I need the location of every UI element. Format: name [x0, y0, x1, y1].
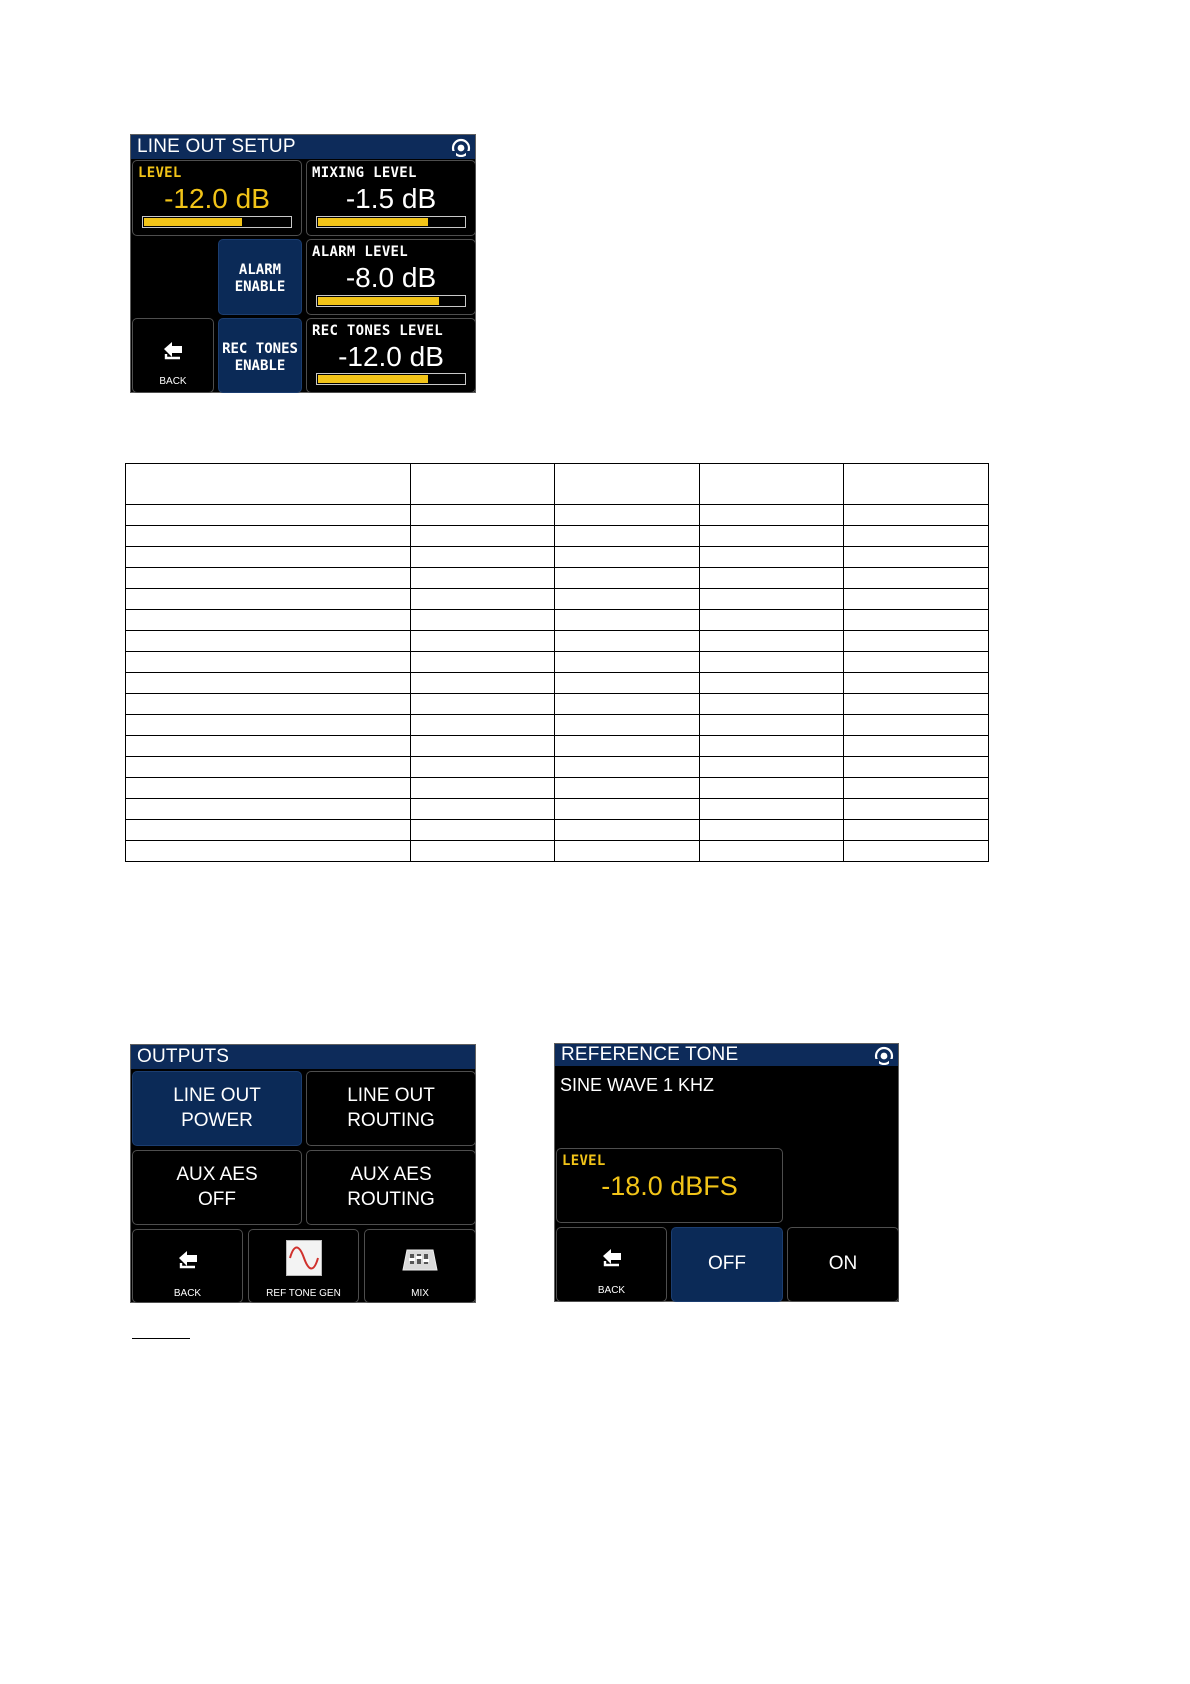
back-label: BACK	[159, 376, 187, 387]
table-cell	[126, 673, 411, 694]
aux-aes-off-button[interactable]	[132, 1150, 302, 1225]
table-row	[126, 841, 989, 862]
mixing-level-label: MIXING LEVEL	[312, 165, 417, 181]
table-cell	[411, 799, 555, 820]
table-cell	[411, 694, 555, 715]
table-cell	[555, 505, 700, 526]
table-cell	[555, 736, 700, 757]
table-row	[126, 631, 989, 652]
table-cell	[411, 505, 555, 526]
table-cell	[126, 778, 411, 799]
reference-tone-screen	[554, 1043, 899, 1302]
table-cell	[844, 568, 989, 589]
mix-label: MIX	[411, 1288, 429, 1299]
table-row	[126, 547, 989, 568]
tone-on-label: ON	[828, 1253, 858, 1274]
reference-tone-subtitle: SINE WAVE 1 KHZ	[560, 1075, 715, 1095]
table-cell	[700, 652, 844, 673]
line-out-setup-title: LINE OUT SETUP	[137, 136, 296, 157]
table-cell	[700, 505, 844, 526]
rec-tones-level-label: REC TONES LEVEL	[312, 323, 443, 339]
outputs-title: OUTPUTS	[137, 1046, 230, 1067]
line-out-routing-button[interactable]	[306, 1071, 476, 1146]
table-cell	[555, 673, 700, 694]
table-row	[126, 715, 989, 736]
table-cell	[844, 505, 989, 526]
mixing-level-bar	[316, 216, 466, 228]
table-cell	[411, 464, 555, 505]
table-cell	[700, 778, 844, 799]
table-cell	[555, 652, 700, 673]
table-cell	[555, 568, 700, 589]
table-cell	[555, 820, 700, 841]
table-cell	[844, 526, 989, 547]
table-cell	[411, 610, 555, 631]
table-cell	[411, 757, 555, 778]
table-cell	[700, 526, 844, 547]
mixing-level-bar-fill	[318, 218, 428, 226]
table-cell	[555, 610, 700, 631]
table-cell	[844, 799, 989, 820]
level-tile[interactable]	[132, 160, 302, 236]
alarm-level-bar-fill	[318, 297, 439, 305]
table-cell	[555, 694, 700, 715]
ref-level-value: -18.0 dBFS	[601, 1171, 738, 1201]
mixing-level-tile[interactable]	[306, 160, 476, 236]
table-cell	[126, 841, 411, 862]
table-cell	[844, 673, 989, 694]
table-row	[126, 589, 989, 610]
table-cell	[700, 547, 844, 568]
underline-rule	[132, 1338, 190, 1339]
table-row	[126, 736, 989, 757]
table-cell	[555, 589, 700, 610]
table-cell	[555, 778, 700, 799]
table-cell	[844, 757, 989, 778]
headphone-logo-icon	[451, 137, 471, 157]
line-out-routing-line2: ROUTING	[347, 1110, 435, 1131]
table-cell	[844, 736, 989, 757]
table-cell	[700, 736, 844, 757]
alarm-level-value: -8.0 dB	[345, 262, 437, 293]
table-cell	[411, 568, 555, 589]
table-row	[126, 778, 989, 799]
table-cell	[700, 568, 844, 589]
rec-tones-level-tile[interactable]	[306, 318, 476, 393]
aux-aes-routing-button[interactable]	[306, 1150, 476, 1225]
rec-tones-level-bar	[316, 373, 466, 385]
table-cell	[700, 464, 844, 505]
outputs-back-button[interactable]	[132, 1229, 243, 1303]
tone-off-label: OFF	[708, 1253, 746, 1274]
table-cell	[411, 631, 555, 652]
table-cell	[126, 652, 411, 673]
table-cell	[126, 505, 411, 526]
tone-off-button[interactable]	[671, 1227, 783, 1302]
outputs-screen	[130, 1044, 476, 1303]
aux-aes-off-line2: OFF	[198, 1189, 236, 1210]
table-cell	[844, 464, 989, 505]
back-button[interactable]	[132, 318, 214, 393]
table-row	[126, 505, 989, 526]
outputs-titlebar	[131, 1045, 475, 1069]
table-cell	[555, 526, 700, 547]
mixing-level-value: -1.5 dB	[345, 183, 437, 214]
alarm-level-label: ALARM LEVEL	[312, 244, 409, 260]
table-cell	[411, 736, 555, 757]
table-cell	[126, 799, 411, 820]
back-arrow-icon	[599, 1246, 625, 1268]
table-cell	[126, 715, 411, 736]
table-cell	[844, 652, 989, 673]
table-row	[126, 673, 989, 694]
table-cell	[844, 715, 989, 736]
ref-tone-gen-button[interactable]	[248, 1229, 359, 1303]
table-cell	[555, 547, 700, 568]
table-cell	[844, 631, 989, 652]
table-cell	[126, 526, 411, 547]
aux-aes-off-line1: AUX AES	[176, 1164, 258, 1185]
table-cell	[126, 736, 411, 757]
table-cell	[126, 610, 411, 631]
table-cell	[411, 841, 555, 862]
reference-tone-titlebar	[555, 1044, 898, 1066]
table-cell	[700, 589, 844, 610]
aux-aes-routing-line2: ROUTING	[347, 1189, 435, 1210]
table-cell	[126, 568, 411, 589]
table-cell	[700, 757, 844, 778]
reference-tone-title: REFERENCE TONE	[561, 1044, 739, 1065]
table-cell	[700, 694, 844, 715]
ref-tone-gen-label: REF TONE GEN	[266, 1288, 341, 1299]
tone-on-button[interactable]	[787, 1227, 899, 1302]
line-out-routing-line1: LINE OUT	[347, 1085, 435, 1106]
rec-tones-level-bar-fill	[318, 375, 428, 383]
table-cell	[555, 841, 700, 862]
table-row	[126, 757, 989, 778]
table-cell	[126, 757, 411, 778]
empty-table	[125, 463, 989, 862]
table-cell	[555, 799, 700, 820]
back-arrow-icon	[175, 1248, 201, 1270]
table-cell	[555, 631, 700, 652]
table-cell	[844, 841, 989, 862]
level-value: -12.0 dB	[164, 183, 270, 214]
line-out-power-line2: POWER	[181, 1110, 253, 1131]
rec-tones-level-value: -12.0 dB	[338, 341, 444, 372]
table-cell	[844, 610, 989, 631]
alarm-enable-line2: ENABLE	[234, 279, 286, 295]
table-cell	[844, 694, 989, 715]
ref-level-label: LEVEL	[562, 1153, 606, 1169]
rec-tones-enable-line1: REC TONES	[222, 341, 298, 357]
line-out-power-button[interactable]	[132, 1071, 302, 1146]
alarm-enable-button[interactable]	[218, 239, 302, 315]
alarm-level-tile[interactable]	[306, 239, 476, 315]
table-cell	[126, 547, 411, 568]
table-cell	[844, 547, 989, 568]
table-cell	[700, 610, 844, 631]
table-cell	[700, 841, 844, 862]
table-cell	[126, 694, 411, 715]
ref-back-button[interactable]	[556, 1227, 667, 1302]
mixer-icon	[401, 1246, 439, 1272]
sine-wave-icon	[286, 1240, 322, 1276]
headphone-logo-icon	[874, 1045, 894, 1065]
table-cell	[700, 715, 844, 736]
table-row	[126, 464, 989, 505]
rec-tones-enable-button[interactable]	[218, 318, 302, 393]
level-bar-fill	[144, 218, 242, 226]
table-cell	[126, 464, 411, 505]
table-cell	[126, 631, 411, 652]
back-arrow-icon	[160, 339, 186, 361]
line-out-setup-screen	[130, 134, 476, 393]
table-cell	[411, 547, 555, 568]
table-cell	[555, 757, 700, 778]
level-bar	[142, 216, 292, 228]
table-row	[126, 820, 989, 841]
table-cell	[411, 820, 555, 841]
line-out-setup-titlebar	[131, 135, 475, 159]
table-cell	[411, 652, 555, 673]
table-cell	[411, 526, 555, 547]
table-row	[126, 610, 989, 631]
table-row	[126, 526, 989, 547]
table-cell	[126, 820, 411, 841]
table-cell	[844, 820, 989, 841]
table-cell	[411, 673, 555, 694]
table-cell	[700, 673, 844, 694]
ref-level-tile[interactable]	[556, 1148, 783, 1223]
table-cell	[555, 464, 700, 505]
table-cell	[700, 799, 844, 820]
aux-aes-routing-line1: AUX AES	[350, 1164, 432, 1185]
table-row	[126, 652, 989, 673]
line-out-power-line1: LINE OUT	[173, 1085, 261, 1106]
mix-button[interactable]	[364, 1229, 476, 1303]
level-label: LEVEL	[138, 165, 182, 181]
rec-tones-enable-line2: ENABLE	[234, 358, 286, 374]
table-cell	[126, 589, 411, 610]
table-cell	[555, 715, 700, 736]
table-cell	[844, 589, 989, 610]
table-row	[126, 568, 989, 589]
outputs-back-label: BACK	[173, 1288, 202, 1299]
table-cell	[844, 778, 989, 799]
table-cell	[700, 631, 844, 652]
table-cell	[411, 715, 555, 736]
table-cell	[411, 589, 555, 610]
ref-back-label: BACK	[597, 1285, 626, 1296]
table-row	[126, 799, 989, 820]
table-row	[126, 694, 989, 715]
alarm-level-bar	[316, 295, 466, 307]
alarm-enable-line1: ALARM	[238, 262, 282, 278]
table-cell	[700, 820, 844, 841]
table-cell	[411, 778, 555, 799]
